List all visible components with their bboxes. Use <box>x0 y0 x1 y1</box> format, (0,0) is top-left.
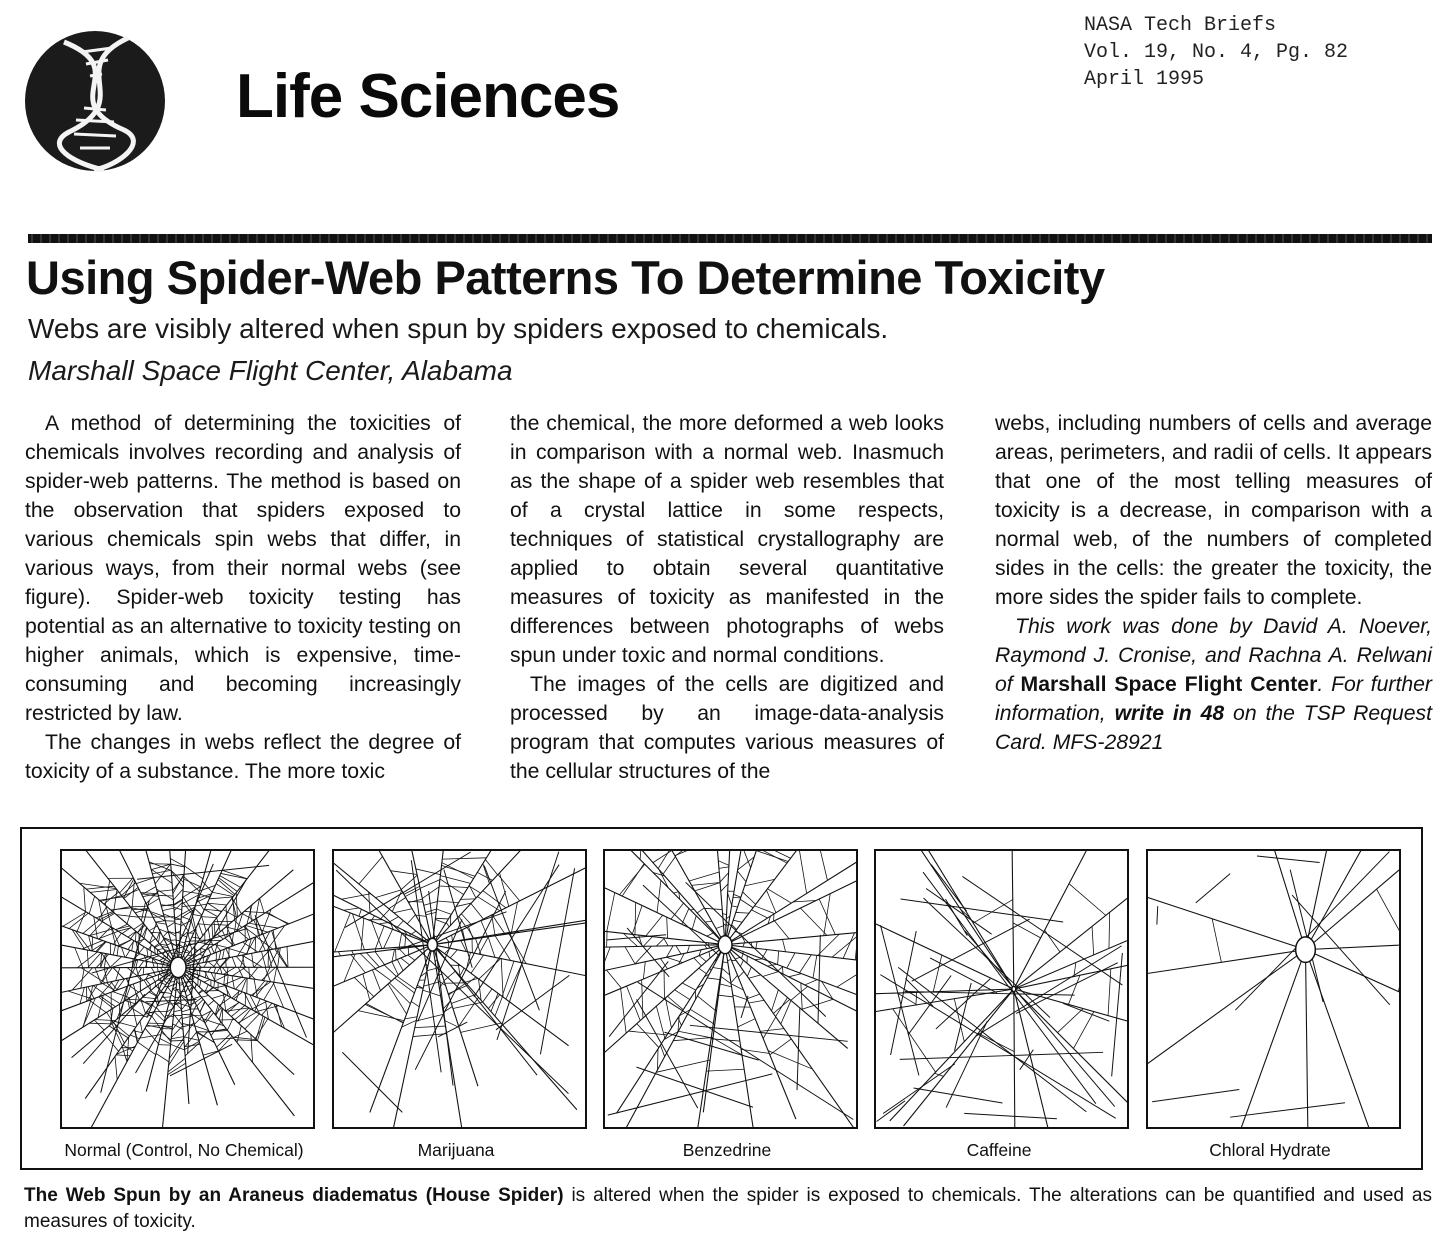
panel-label-benzedrine: Benzedrine <box>682 1140 772 1160</box>
credit-code: MFS-28921 <box>1052 731 1164 754</box>
dna-logo-icon <box>24 30 166 172</box>
panel-label-marijuana: Marijuana <box>417 1140 495 1160</box>
credit-write-in: write in 48 <box>1114 702 1225 725</box>
web-panel-caffeine <box>874 849 1129 1129</box>
body-paragraph: The images of the cells are digitized and processed by an image-data-analysis program that computes various measures of the cellular structures of the <box>510 673 944 783</box>
body-paragraph: webs, including numbers of cells and average areas, perimeters, and radii of cells. It appears that one of the most telling measures of toxicity is a decrease, in comparison with a normal web, of the numbers of completed sides in the cells: the greater the toxicity, the more sides the spider fails to complete. <box>995 412 1432 609</box>
citation-journal: NASA Tech Briefs <box>1084 14 1277 37</box>
panel-label-normal: Normal (Control, No Chemical) <box>64 1140 304 1160</box>
section-divider <box>28 234 1432 243</box>
article-source: Marshall Space Flight Center, Alabama <box>28 355 513 386</box>
caption-lead: The Web Spun by an Araneus diadematus (House Spider) <box>24 1185 564 1206</box>
citation-date: April 1995 <box>1084 68 1205 91</box>
web-normal-image <box>62 851 313 1127</box>
credit-info: . For further information, <box>995 673 1432 725</box>
citation-volume: Vol. 19, No. 4, Pg. 82 <box>1084 41 1349 64</box>
body-column-2 <box>510 409 944 786</box>
body-column-3 <box>995 409 1432 757</box>
web-chloral-hydrate-image <box>1148 851 1399 1127</box>
web-panel-marijuana <box>332 849 587 1129</box>
panel-label-chloral-hydrate: Chloral Hydrate <box>1209 1140 1331 1160</box>
credit-request-card: on the TSP Request Card. <box>995 702 1433 754</box>
caption-text: is altered when the spider is exposed to chemicals. The alterations can be quantified and used as measures of toxicity. <box>24 1185 1432 1232</box>
section-title: Life Sciences <box>236 62 620 131</box>
figure-caption <box>24 1183 1432 1235</box>
web-caffeine-image <box>876 851 1127 1127</box>
credit-organization: Marshall Space Flight Center <box>1020 673 1318 696</box>
citation-block <box>1084 12 1348 93</box>
credit-paragraph <box>995 612 1432 757</box>
body-column-1 <box>25 409 461 786</box>
article-subtitle: Webs are visibly altered when spun by spiders exposed to chemicals. <box>28 313 889 344</box>
web-panel-normal <box>60 849 315 1129</box>
body-paragraph: The changes in webs reflect the degree of toxicity of a substance. The more toxic <box>25 731 461 783</box>
web-marijuana-image <box>334 851 585 1127</box>
body-paragraph: A method of determining the toxicities of chemicals involves recording and analysis of spider-web patterns. The method is based on the observation that spiders exposed to various chemicals spin webs that differ, in various ways, from their normal webs (see figure). Spider-web toxicity testing has potential as an alternative to toxicity testing on higher animals, which is expensive, time-consuming and becoming increasingly restricted by law. <box>25 412 461 725</box>
credit-authors: This work was done by David A. Noever, Raymond J. Cronise, and Rachna A. Relwani of <box>995 615 1432 696</box>
panel-label-caffeine: Caffeine <box>966 1140 1032 1160</box>
web-panel-chloral-hydrate <box>1146 849 1401 1129</box>
body-paragraph: the chemical, the more deformed a web looks in comparison with a normal web. Inasmuch as the shape of a spider web resembles that of a crystal lattice in some respects, techniques of statistical crystallography are applied to obtain several quantitative measures of toxicity as manifested in the differences between photographs of webs spun under toxic and normal conditions. <box>510 412 944 667</box>
article-title: Using Spider-Web Patterns To Determine Toxicity <box>26 251 1105 304</box>
web-panel-benzedrine <box>603 849 858 1129</box>
web-benzedrine-image <box>605 851 856 1127</box>
